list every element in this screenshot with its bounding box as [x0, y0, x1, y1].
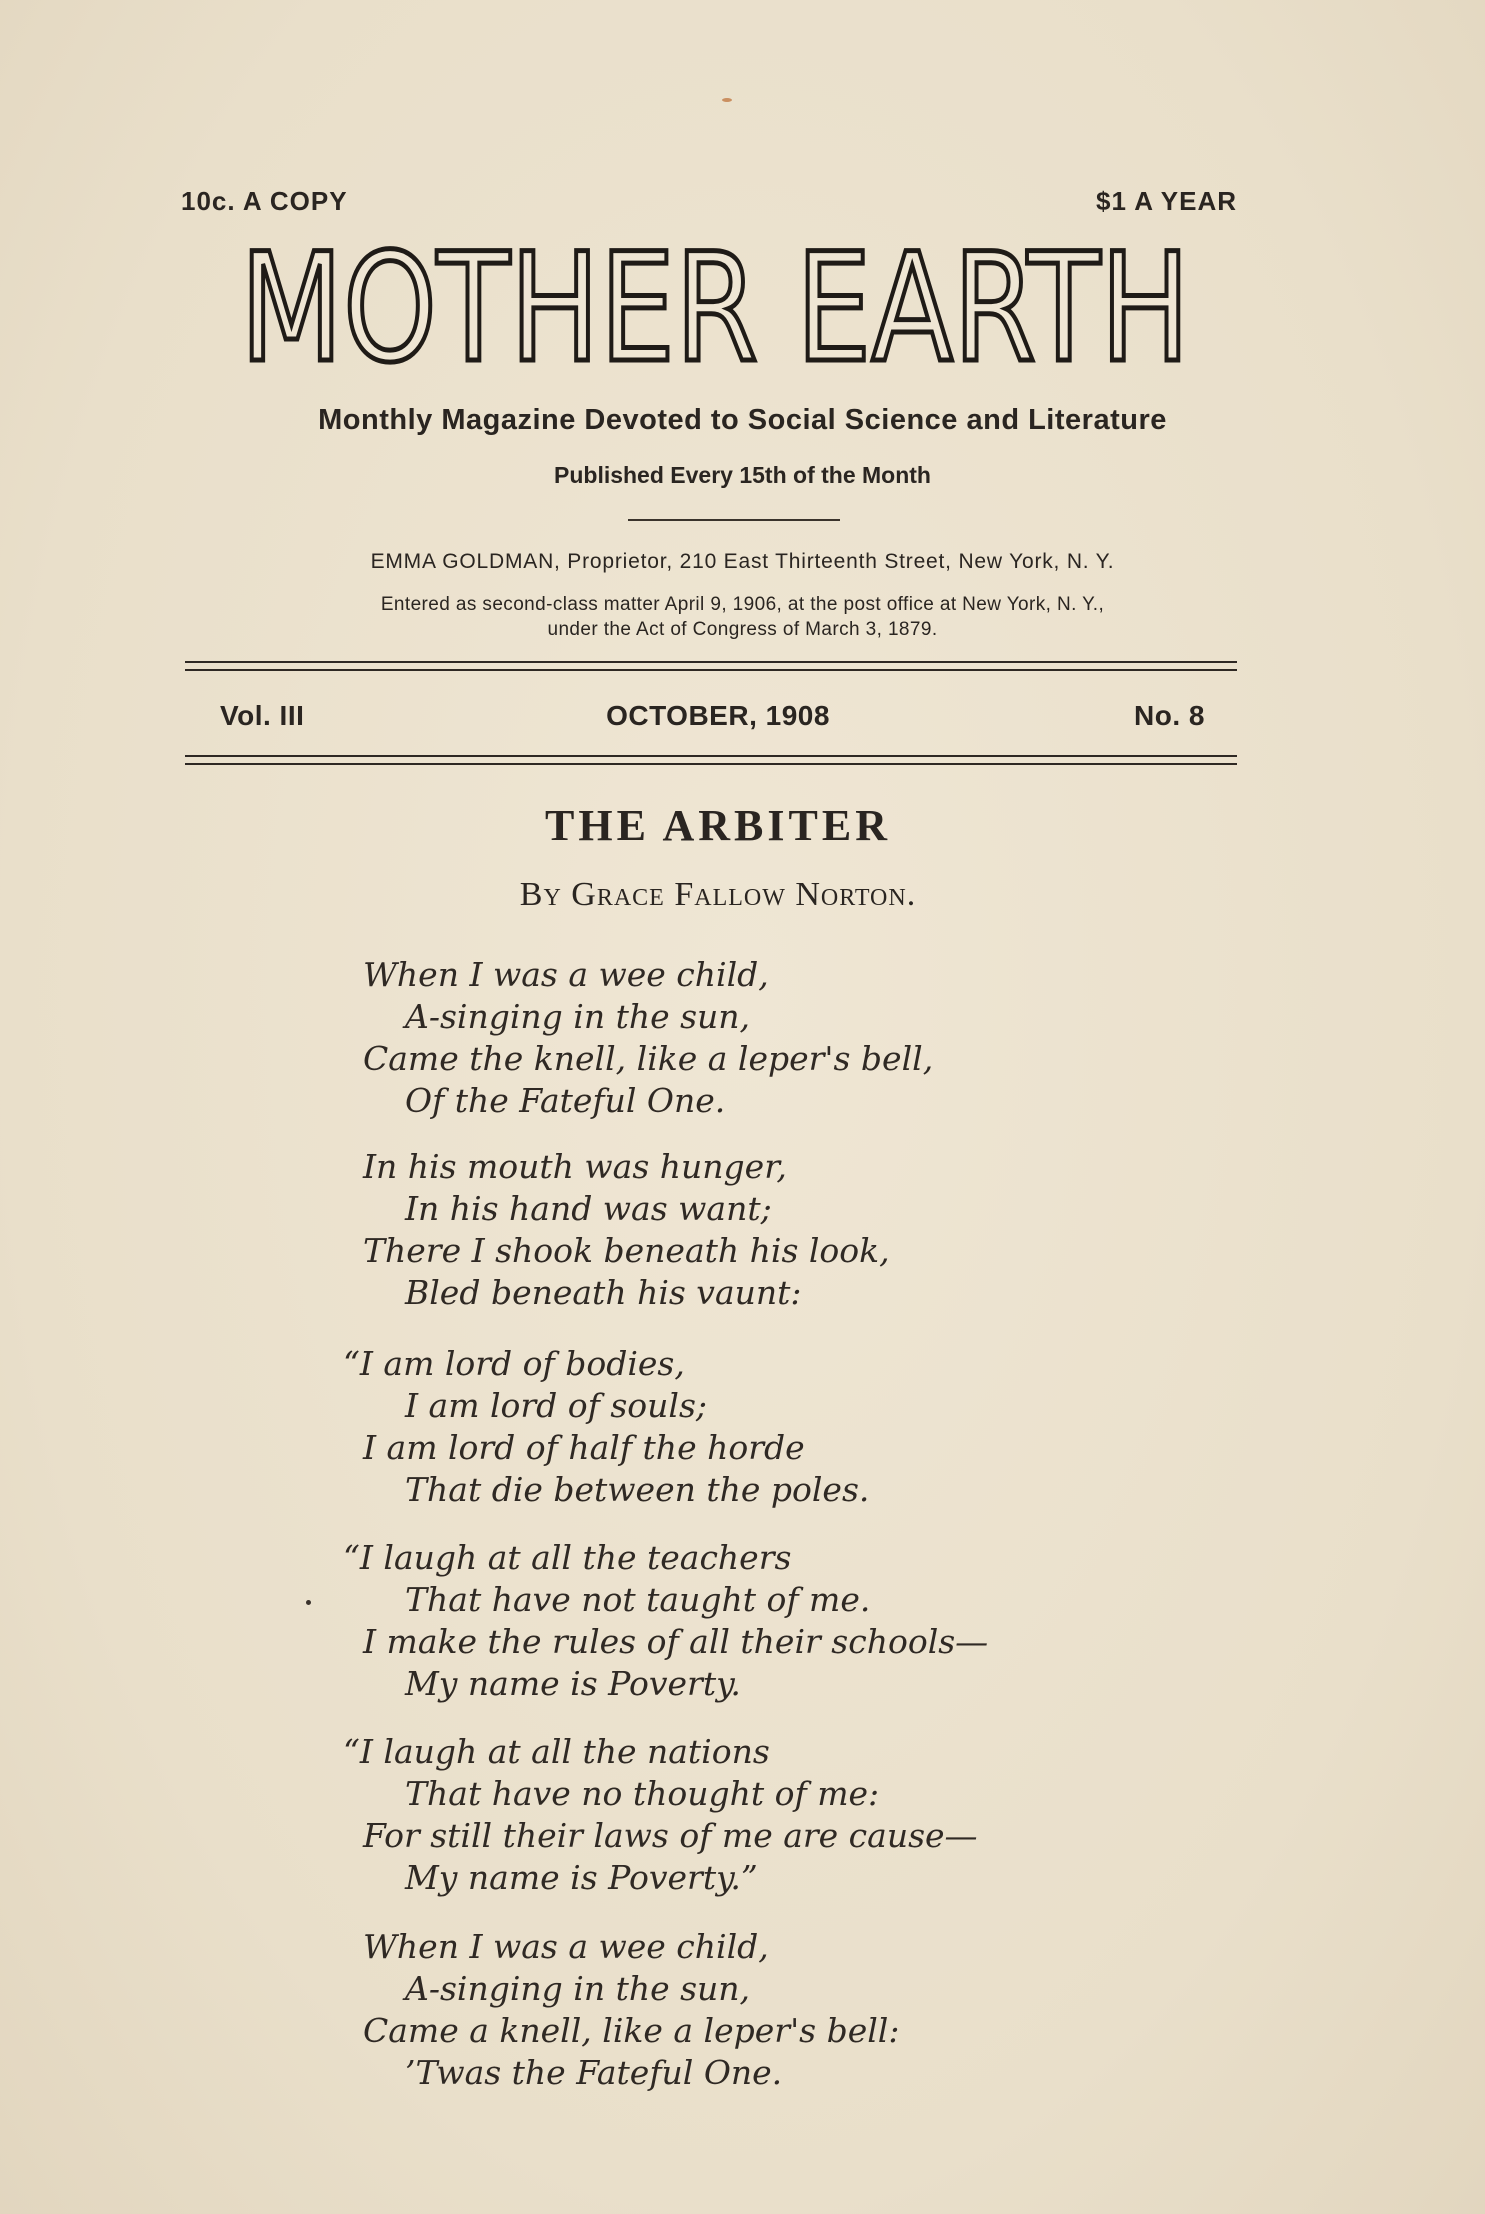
double-rule-bottom [185, 755, 1237, 765]
divider [628, 519, 840, 521]
proprietor-line: EMMA GOLDMAN, Proprietor, 210 East Thirteenth Street, New York, N. Y. [370, 550, 1115, 573]
poem-line: “I am lord of bodies, [343, 1344, 685, 1383]
postal-notice-line: Entered as second-class matter April 9, 1906, at the post office at New York, N. Y., [380, 594, 1105, 615]
poem-stanza [343, 1731, 978, 1899]
poem-line: When I was a wee child, [363, 1927, 769, 1966]
poem-line: In his mouth was hunger, [363, 1147, 787, 1186]
poem-line: When I was a wee child, [363, 955, 769, 994]
poem-stanza [343, 1537, 989, 1705]
poem-byline: By Grace Fallow Norton. [519, 876, 917, 913]
double-rule-top [185, 661, 1237, 671]
poem-line: I make the rules of all their schools— [363, 1622, 989, 1661]
poem-line: That have not taught of me. [405, 1580, 871, 1619]
poem-line: There I shook beneath his look, [363, 1231, 890, 1270]
poem-line: That have no thought of me: [405, 1774, 880, 1813]
poem-line: For still their laws of me are cause— [363, 1816, 978, 1855]
poem-line: My name is Poverty.” [405, 1858, 758, 1897]
poem-line: Came a knell, like a leper's bell: [363, 2011, 900, 2050]
magazine-subtitle: Monthly Magazine Devoted to Social Science and Literature [318, 404, 1167, 436]
volume-number: Vol. III [220, 700, 305, 731]
issue-date: OCTOBER, 1908 [606, 700, 830, 731]
masthead [230, 222, 1200, 396]
poem-stanza [363, 954, 933, 1122]
poem-line: “I laugh at all the teachers [343, 1538, 792, 1577]
postal-notice-line: under the Act of Congress of March 3, 1879. [547, 619, 938, 640]
postal-notice [150, 592, 1335, 642]
poem-line: A-singing in the sun, [405, 1969, 751, 2008]
poem-line: ’Twas the Fateful One. [405, 2053, 783, 2092]
poem-line: A-singing in the sun, [405, 997, 751, 1036]
poem-line: Of the Fateful One. [405, 1081, 726, 1120]
poem-line: Came the knell, like a leper's bell, [363, 1039, 934, 1078]
publication-schedule: Published Every 15th of the Month [554, 462, 931, 488]
paper-speck [306, 1600, 311, 1605]
poem-line: “I laugh at all the nations [343, 1732, 770, 1771]
poem-stanza [343, 1343, 870, 1511]
poem-line: My name is Poverty. [405, 1664, 741, 1703]
poem-title: THE ARBITER [545, 801, 891, 850]
masthead-text: MOTHER EARTH [240, 222, 1190, 396]
price-per-copy: 10c. A COPY [181, 186, 348, 216]
price-per-year: $1 A YEAR [1096, 186, 1237, 216]
poem-line: That die between the poles. [405, 1470, 870, 1509]
issue-number: No. 8 [1134, 700, 1205, 731]
paper-speck [722, 98, 732, 102]
masthead-logo [230, 222, 1200, 396]
poem-line: I am lord of souls; [405, 1386, 708, 1425]
poem-stanza [363, 1146, 890, 1314]
poem-stanza [363, 1926, 899, 2094]
poem-line: In his hand was want; [405, 1189, 772, 1228]
poem-line: I am lord of half the horde [363, 1428, 805, 1467]
poem-line: Bled beneath his vaunt: [405, 1273, 802, 1312]
